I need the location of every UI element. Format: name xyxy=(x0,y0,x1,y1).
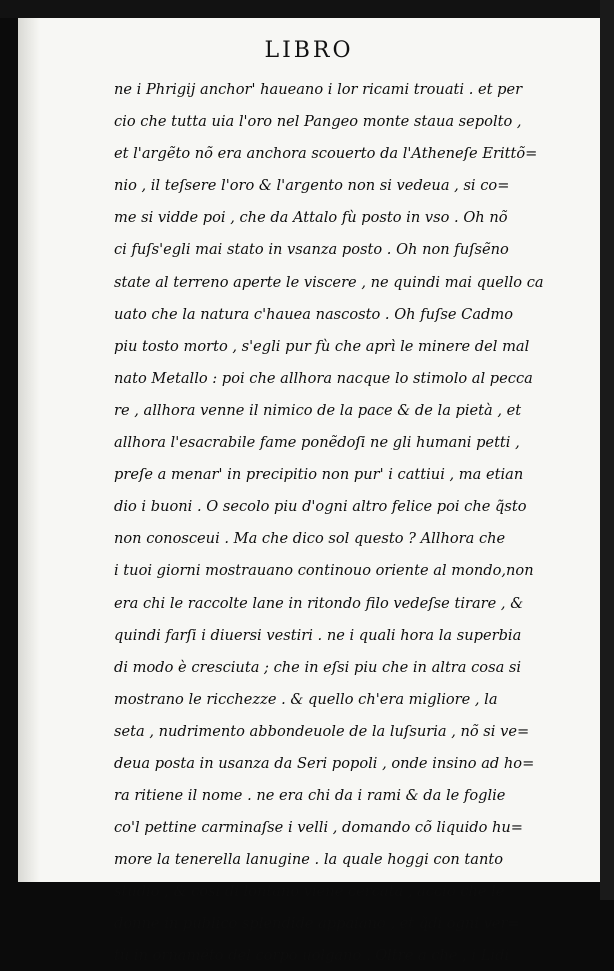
text-line: dio i buoni . O secolo piu d'ogni altro felice poi che q̃sto xyxy=(114,498,527,516)
text-line: me si vidde poi , che da Attalo fù posto in vso . Oh nõ xyxy=(114,209,508,227)
text-line: cio che tutta uia l'oro nel Pangeo monte staua sepolto , xyxy=(114,113,522,131)
text-line: era chi le raccolte lane in ritondo filo vedeſse tirare , & xyxy=(114,594,524,612)
text-line: studio , & cosi di lontano viene cercata , accio che le xyxy=(114,883,505,901)
text-line: donne in publico splendide appaiano , et q̃di ogni ver= xyxy=(114,915,520,933)
body-text xyxy=(114,74,574,971)
scan-right-border xyxy=(600,0,614,900)
text-line: state al terreno aperte le viscere , ne quindi mai quello ca xyxy=(114,273,544,291)
running-head: LIBRO xyxy=(264,38,354,63)
text-line: non conosceui . Ma che dico sol questo ? Allhora che xyxy=(114,530,506,548)
text-line: mostrano le ricchezze . & quello ch'era migliore , la xyxy=(114,690,498,708)
text-line: deua posta in usanza da Seri popoli , onde insino ad ho= xyxy=(114,754,535,772)
text-line: uato che la natura c'hauea nascosto . Oh fuſse Cadmo xyxy=(114,305,513,323)
text-line: piu tosto morto , s'egli pur fù che aprì le minere del mal xyxy=(114,337,530,355)
text-line: quindi farſi i diuersi vestiri . ne i quali hora la superbia xyxy=(114,626,522,644)
text-line: nato Metallo : poi che allhora nacque lo stimolo al pecca xyxy=(114,369,533,387)
book-page xyxy=(18,18,600,964)
gutter-shadow xyxy=(18,18,40,882)
text-line: nio , il teſsere l'oro & l'argento non si vedeua , si co= xyxy=(114,177,510,195)
text-line: ra ritiene il nome . ne era chi da i rami & da le foglie xyxy=(114,787,506,805)
text-line: co'l pettine carminaſse i velli , domando cõ liquido hu= xyxy=(114,819,524,837)
text-line: re , allhora venne il nimico de la pace & de la pietà , et xyxy=(114,401,522,419)
text-line: tù in ornamẽto del corpo uolgano . Oltre a che , i Lidi xyxy=(114,946,510,964)
text-line: ci fuſs'egli mai stato in vsanza posto . Oh non fuſsẽno xyxy=(114,241,509,259)
text-line: et l'argẽto nõ era anchora scouerto da l'Atheneſe Erittõ= xyxy=(114,145,538,163)
text-line: more la tenerella lanugine . la quale hoggi con tanto xyxy=(114,851,504,869)
text-line: di modo è cresciuta ; che in eſsi piu che in altra cosa si xyxy=(114,658,522,676)
text-line: allhora l'esacrabile fame ponẽdoſi ne gli humani petti , xyxy=(114,434,520,452)
text-line: ne i Phrigij anchor' haueano i lor ricami trouati . et per xyxy=(114,81,523,98)
scan-top-border xyxy=(0,0,614,18)
text-line: seta , nudrimento abbondeuole de la luſsuria , nõ si ve= xyxy=(114,722,530,740)
text-line: i tuoi giorni mostrauano continouo oriente al mondo,non xyxy=(114,562,534,580)
text-line: preſe a menar' in precipitio non pur' i cattiui , ma etian xyxy=(114,466,524,484)
